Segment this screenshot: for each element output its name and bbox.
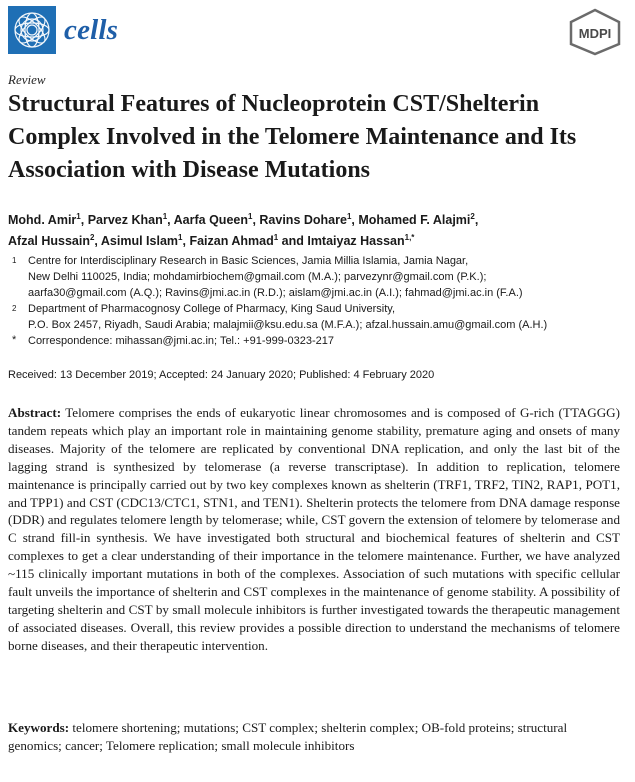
author-affiliation-mark: 2 <box>470 212 475 221</box>
author-separator: and <box>278 234 308 249</box>
author-affiliation-mark: 1 <box>76 212 81 221</box>
article-type: Review <box>8 72 46 87</box>
affiliation-line: Department of Pharmacognosy College of Pharmacy, King Saud University, <box>28 303 396 315</box>
author-separator: , <box>94 234 101 249</box>
affiliation-item <box>8 301 623 333</box>
abstract-text: Telomere comprises the ends of eukaryotic linear chromosomes and is composed of G-rich (TTAGGG) tandem repeats which play an important role in maintaining genome stability, premature aging and onsets of many diseases. Majority of the telomere are replicated by conventional DNA replication, and only the last bit of the lagging strand is synthesized by telomerase (a reverse transcriptase). In addition to replication, telomere maintenance is principally carried out by two key complexes known as shelterin (TRF1, TRF2, TIN2, RAP1, POT1, and TPP1) and CST (CDC13/CTC1, STN1, and TEN1). Shelterin protects the telomere from DNA damage response (DDR) and regulates telomere length by telomerase; while, CST govern the extension of telomere by telomerase and C strand fill-in synthesis. We have investigated both structural and biochemical features of shelterin and CST complexes to get a clear understanding of their importance in the telomere maintenance. Further, we have analyzed ~115 clinically important mutations in both of the complexes. Association of such mutations with specific cellular fault unveils the importance of shelterin and CST complexes in the maintenance of genome stability. A possibility of targeting shelterin and CST by small molecule inhibitors is further investigated towards the therapeutic management of associated diseases. Overall, this review provides a possible direction to understand the mechanisms of telomere borne diseases, and their therapeutic intervention. <box>8 405 620 653</box>
author-list <box>8 208 623 250</box>
author-name: Parvez Khan <box>87 213 163 228</box>
author-affiliation-mark: 1 <box>178 233 183 243</box>
author-affiliation-mark: 1 <box>162 212 168 221</box>
author-name: Faizan Ahmad <box>189 234 274 249</box>
author-affiliation-mark: 1,* <box>404 233 415 243</box>
author-name: Imtaiyaz Hassan <box>307 234 405 249</box>
author-name: Ravins Dohare <box>259 213 347 228</box>
keywords <box>8 719 620 755</box>
author-name: Asimul Islam <box>100 234 179 249</box>
affiliation-line: aarfa30@gmail.com (A.Q.); Ravins@jmi.ac.in (R.D.); aislam@jmi.ac.in (A.I.); fahmad@jmi.ac.in (F.A.) <box>28 287 523 299</box>
author-affiliation-mark: 2 <box>89 233 95 243</box>
author-name: Mohd. Amir <box>8 213 77 228</box>
publication-dates: Received: 13 December 2019; Accepted: 24 January 2020; Published: 4 February 2020 <box>8 369 435 381</box>
journal-logo <box>8 6 118 54</box>
affiliations <box>8 253 623 349</box>
author-name: Aarfa Queen <box>173 213 248 228</box>
author-affiliation-mark: 1 <box>346 212 352 221</box>
affiliation-item <box>8 253 623 301</box>
abstract <box>8 404 620 655</box>
author-affiliation-mark: 1 <box>273 233 279 243</box>
author-affiliation-mark: 1 <box>248 212 253 221</box>
abstract-label: Abstract: <box>8 405 62 420</box>
affiliation-mark: 1 <box>12 256 17 265</box>
publisher-logo-icon <box>567 8 623 56</box>
affiliation-line: Centre for Interdisciplinary Research in Basic Sciences, Jamia Millia Islamia, Jamia Nagar, <box>28 255 469 267</box>
journal-name: cells <box>64 13 119 46</box>
author-separator: , <box>167 213 174 228</box>
author-separator: , <box>474 213 479 228</box>
article-title: Structural Features of Nucleoprotein CST/Shelterin Complex Involved in the Telomere Maintenance and Its Association with Disease Mutations <box>8 91 577 183</box>
affiliation-line: Correspondence: mihassan@jmi.ac.in; Tel.: +91-999-0323-217 <box>28 335 334 347</box>
affiliation-line: P.O. Box 2457, Riyadh, Saudi Arabia; malajmii@ksu.edu.sa (M.F.A.); afzal.hussain.amu@gmail.com (A.H.) <box>28 319 548 331</box>
author-separator: , <box>252 213 260 228</box>
affiliation-line: New Delhi 110025, India; mohdamirbiochem@gmail.com (M.A.); parvezynr@gmail.com (P.K.); <box>28 271 487 283</box>
publisher-logo-text: MDPI <box>578 26 612 41</box>
affiliation-item <box>8 333 623 349</box>
author-name: Afzal Hussain <box>8 234 90 249</box>
keywords-text: telomere shortening; mutations; CST complex; shelterin complex; OB-fold proteins; structural genomics; cancer; Telomere replication; small molecule inhibitors <box>8 720 568 753</box>
author-separator: , <box>80 213 88 228</box>
affiliation-mark: 2 <box>12 304 17 313</box>
keywords-label: Keywords: <box>8 720 70 735</box>
affiliation-mark: * <box>12 334 17 346</box>
journal-logo-icon <box>8 6 56 54</box>
author-separator: , <box>351 213 359 228</box>
author-separator: , <box>182 234 190 249</box>
author-name: Mohamed F. Alajmi <box>358 213 471 228</box>
